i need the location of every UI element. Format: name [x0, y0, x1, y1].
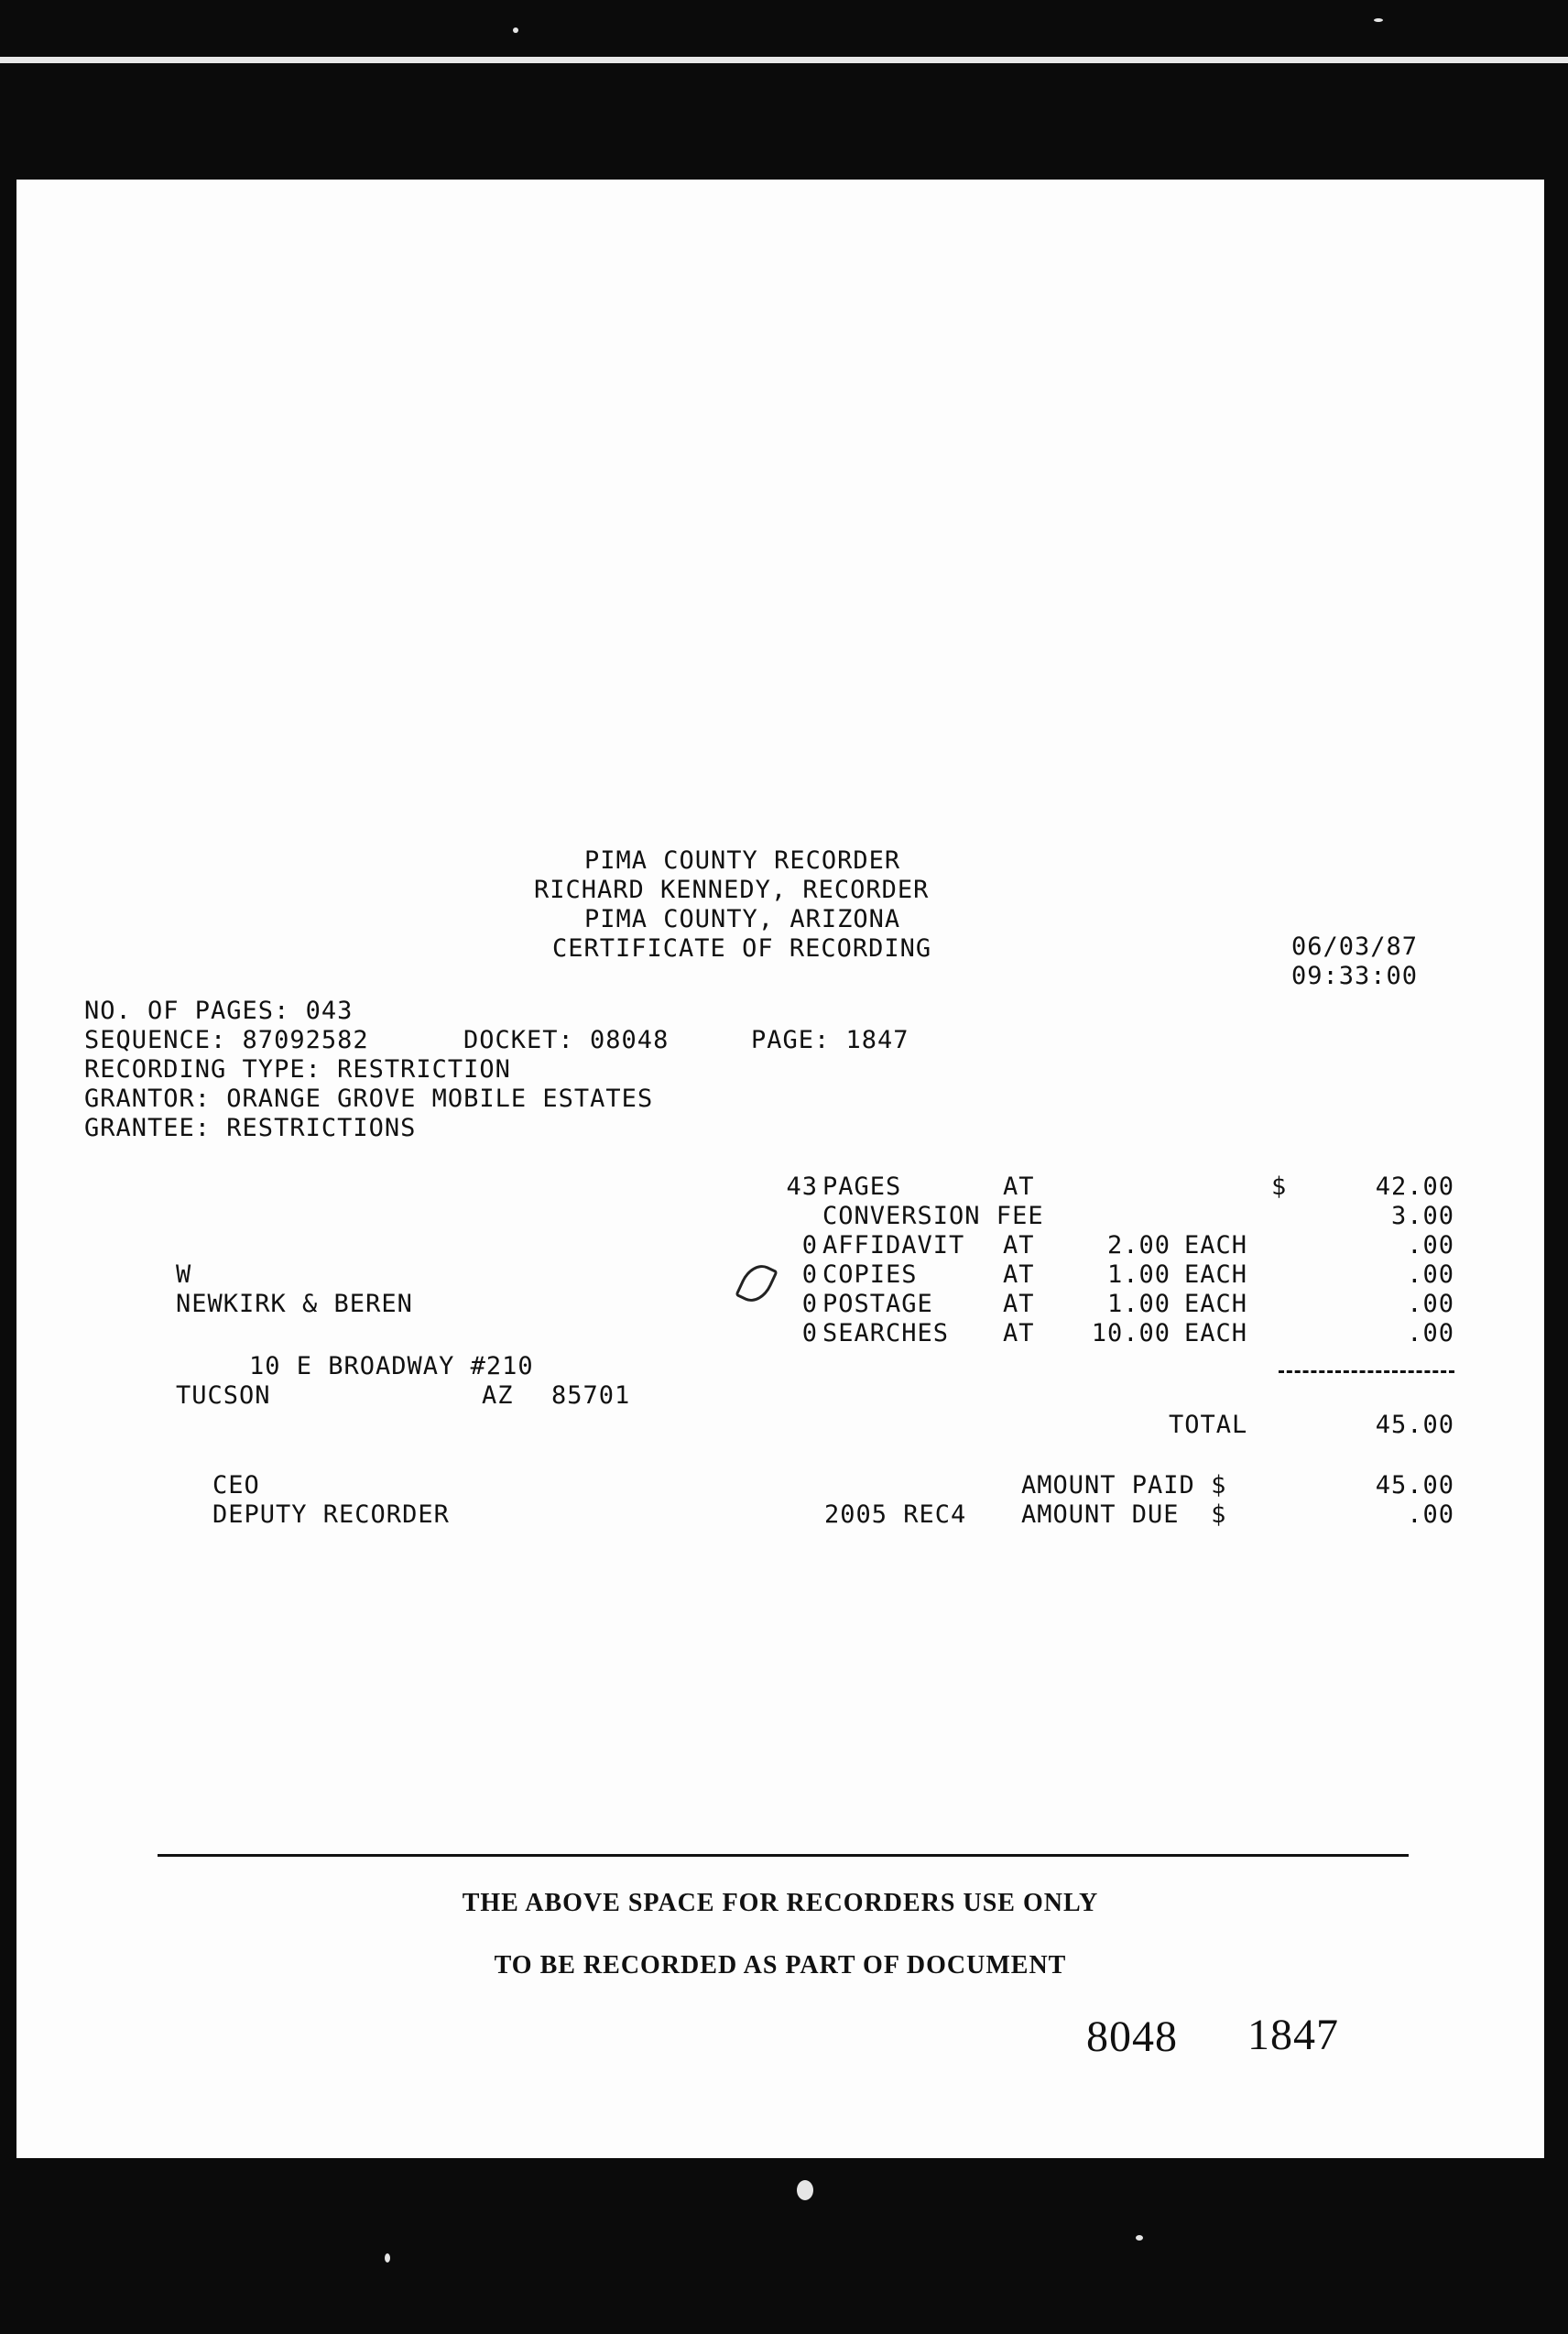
- signer-title: DEPUTY RECORDER: [212, 1500, 450, 1529]
- scan-speck: [513, 27, 518, 33]
- stamp-page-number: 1847: [1247, 2011, 1339, 2059]
- amount-due-value: .00: [1407, 1500, 1454, 1529]
- fee-qty: 0: [801, 1231, 818, 1260]
- header-county: PIMA COUNTY, ARIZONA: [584, 905, 901, 933]
- fee-amount: .00: [1407, 1290, 1454, 1318]
- scan-speck: [385, 2253, 390, 2263]
- fee-at: AT: [1003, 1319, 1035, 1347]
- fee-qty: 43: [786, 1172, 818, 1201]
- recording-time: 09:33:00: [1291, 962, 1419, 990]
- fee-at: AT: [1003, 1260, 1035, 1289]
- scan-speck: [1374, 18, 1383, 22]
- fee-each: EACH: [1184, 1290, 1248, 1318]
- addressee-name: NEWKIRK & BEREN: [176, 1290, 413, 1318]
- record-part-notice: TO BE RECORDED AS PART OF DOCUMENT: [494, 1951, 1067, 1980]
- scan-speck: [797, 2180, 813, 2200]
- fee-at: AT: [1003, 1172, 1035, 1201]
- signer-initials: CEO: [212, 1471, 260, 1500]
- fee-item: SEARCHES: [822, 1319, 950, 1347]
- addressee-state: AZ: [482, 1381, 514, 1410]
- fee-each: EACH: [1184, 1231, 1248, 1260]
- fee-item: POSTAGE: [822, 1290, 933, 1318]
- recording-date: 06/03/87: [1291, 933, 1419, 961]
- total-value: 45.00: [1375, 1411, 1454, 1439]
- fee-item: COPIES: [822, 1260, 918, 1289]
- fee-each: EACH: [1184, 1260, 1248, 1289]
- fee-item: CONVERSION FEE: [822, 1202, 1044, 1230]
- fee-amount: .00: [1407, 1319, 1454, 1347]
- total-label: TOTAL: [1169, 1411, 1248, 1439]
- grantor: GRANTOR: ORANGE GROVE MOBILE ESTATES: [84, 1085, 654, 1113]
- document-page: [16, 180, 1544, 2158]
- header-certificate-title: CERTIFICATE OF RECORDING: [552, 934, 932, 963]
- fee-currency: $: [1271, 1172, 1288, 1201]
- header-recorder-name: RICHARD KENNEDY, RECORDER: [534, 876, 930, 904]
- docket-number: DOCKET: 08048: [463, 1026, 670, 1054]
- fee-rate: 2.00: [1106, 1231, 1171, 1260]
- fee-at: AT: [1003, 1231, 1035, 1260]
- recorder-space-divider: [158, 1854, 1409, 1857]
- scan-border-line: [0, 57, 1568, 63]
- fee-qty: 0: [801, 1260, 818, 1289]
- addressee-initial: W: [176, 1260, 192, 1289]
- amount-paid-label: AMOUNT PAID $: [1021, 1471, 1227, 1500]
- fee-rate: 1.00: [1106, 1260, 1171, 1289]
- recorder-use-notice: THE ABOVE SPACE FOR RECORDERS USE ONLY: [462, 1889, 1099, 1917]
- addressee-zip: 85701: [551, 1381, 631, 1410]
- total-divider: [1279, 1370, 1454, 1373]
- fee-item: AFFIDAVIT: [822, 1231, 965, 1260]
- fee-amount: 42.00: [1375, 1172, 1454, 1201]
- fee-qty: 0: [801, 1319, 818, 1347]
- fee-each: EACH: [1184, 1319, 1248, 1347]
- fee-qty: 0: [801, 1290, 818, 1318]
- stamp-docket-number: 8048: [1086, 2012, 1178, 2061]
- number-of-pages: NO. OF PAGES: 043: [84, 997, 354, 1025]
- fee-rate: 10.00: [1091, 1319, 1171, 1347]
- fee-amount: .00: [1407, 1260, 1454, 1289]
- grantee: GRANTEE: RESTRICTIONS: [84, 1114, 417, 1142]
- page-number: PAGE: 1847: [751, 1026, 909, 1054]
- recording-type: RECORDING TYPE: RESTRICTION: [84, 1055, 511, 1084]
- fee-item: PAGES: [822, 1172, 902, 1201]
- register-station: 2005 REC4: [824, 1500, 967, 1529]
- amount-due-label: AMOUNT DUE $: [1021, 1500, 1227, 1529]
- amount-paid-value: 45.00: [1375, 1471, 1454, 1500]
- fee-amount: 3.00: [1390, 1202, 1454, 1230]
- sequence-number: SEQUENCE: 87092582: [84, 1026, 369, 1054]
- addressee-street: 10 E BROADWAY #210: [249, 1352, 534, 1380]
- scan-speck: [1136, 2235, 1143, 2241]
- header-recorder-office: PIMA COUNTY RECORDER: [584, 846, 901, 875]
- addressee-city: TUCSON: [176, 1381, 271, 1410]
- fee-at: AT: [1003, 1290, 1035, 1318]
- fee-rate: 1.00: [1106, 1290, 1171, 1318]
- fee-amount: .00: [1407, 1231, 1454, 1260]
